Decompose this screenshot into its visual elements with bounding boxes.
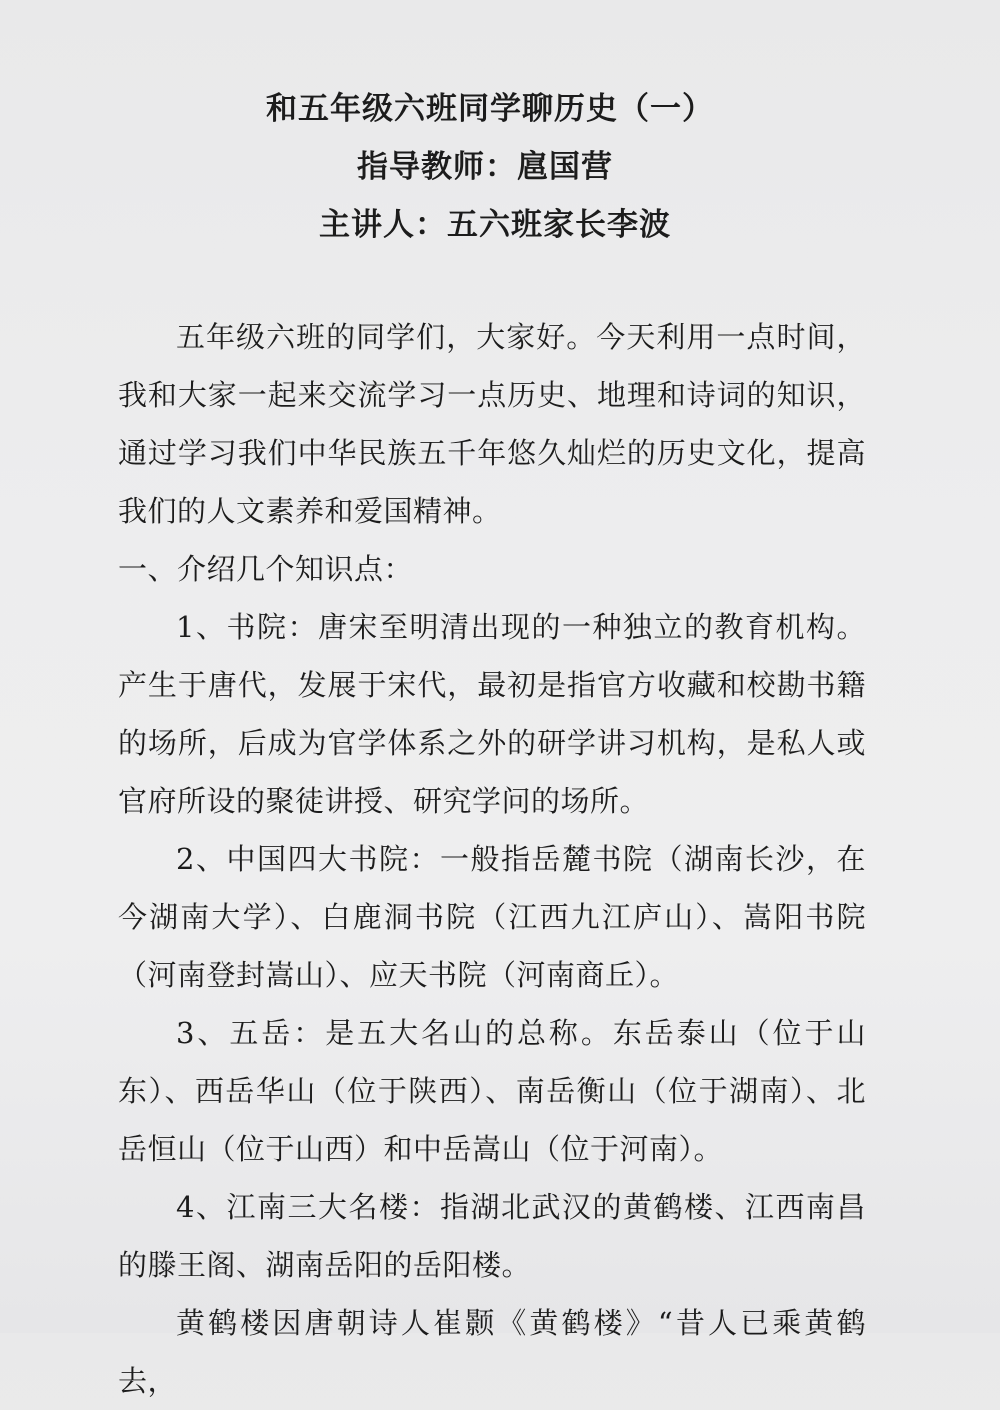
knowledge-point-three-towers: 4、江南三大名楼：指湖北武汉的黄鹤楼、江西南昌的滕王阁、湖南岳阳的岳阳楼。 [118, 1190, 866, 1282]
document-title: 和五年级六班同学聊历史（一） [266, 91, 714, 127]
speaker-line: 主讲人：五六班家长李波 [319, 207, 671, 243]
section-heading: 一、介绍几个知识点： [118, 552, 414, 586]
knowledge-point-four-academies: 2、中国四大书院：一般指岳麓书院（湖南长沙，在今湖南大学）、白鹿洞书院（江西九江庐山）、嵩阳书院（河南登封嵩山）、应天书院（河南商丘）。 [118, 842, 866, 992]
yellow-crane-paragraph: 黄鹤楼因唐朝诗人崔颢《黄鹤楼》“昔人已乘黄鹤去， [118, 1306, 866, 1398]
intro-paragraph: 五年级六班的同学们，大家好。今天利用一点时间，我和大家一起来交流学习一点历史、地理和诗词的知识，通过学习我们中华民族五千年悠久灿烂的历史文化，提高我们的人文素养和爱国精神。 [118, 320, 866, 528]
document-body [118, 308, 866, 1410]
title-block [0, 80, 1000, 254]
knowledge-point-five-mountains: 3、五岳：是五大名山的总称。东岳泰山（位于山东）、西岳华山（位于陕西）、南岳衡山（位于湖南）、北岳恒山（位于山西）和中岳嵩山（位于河南）。 [118, 1016, 866, 1166]
knowledge-point-academy: 1、书院：唐宋至明清出现的一种独立的教育机构。产生于唐代，发展于宋代，最初是指官方收藏和校勘书籍的场所，后成为官学体系之外的研学讲习机构，是私人或官府所设的聚徒讲授、研究学问的场所。 [118, 610, 866, 818]
teacher-line: 指导教师：扈国营 [357, 149, 613, 185]
